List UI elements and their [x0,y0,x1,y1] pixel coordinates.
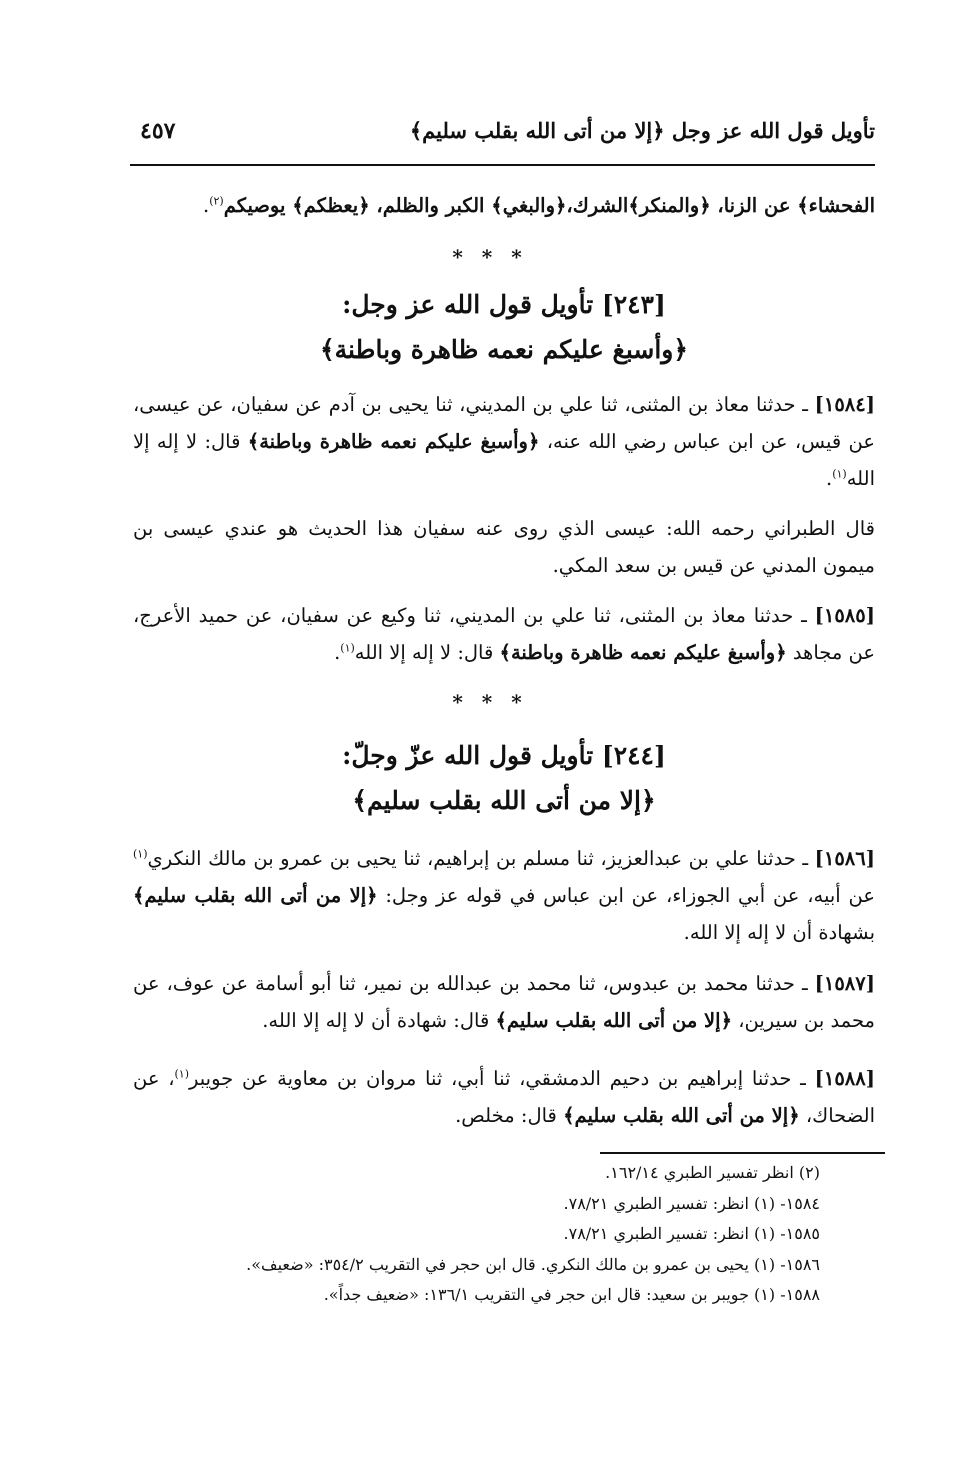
section-243-title: [٢٤٣] تأويل قول الله عز وجل: [342,290,666,319]
footnote-marker: (١) [832,467,847,481]
hadith-number: [١٥٨٨] [814,1067,875,1090]
hadith-end: . [826,467,833,490]
hadith-number: [١٥٨٦] [814,847,875,870]
hadith-number: [١٥٨٥] [814,604,875,627]
hadith-text: ـ حدثنا إبراهيم بن دحيم الدمشقي، ثنا أبي، ثنا مروان بن معاوية عن جويبر [189,1067,815,1090]
footnote-marker: (١) [340,641,355,655]
section-separator: * * * [452,690,528,714]
footnotes [120,1158,820,1311]
hadith-text: قال: لا إله إلا الله [133,430,875,490]
quran-quote: ﴿وأسبغ عليكم نعمه ظاهرة وباطنة﴾ [247,430,540,453]
section-244-title: [٢٤٤] تأويل قول الله عزّ وجلّ: [342,741,666,770]
tabarani-comment [133,510,875,584]
hadith-text: ـ حدثنا معاذ بن المثنى، ثنا علي بن المديني، ثنا وكيع عن سفيان، عن حميد الأعرج، عن مجاهد [133,604,875,664]
running-head [120,118,875,152]
hadith-text: ـ حدثنا معاذ بن المثنى، ثنا علي بن المديني، ثنا يحيى بن آدم عن سفيان، عن عيسى، عن قيس، عن ابن عباس رضي الله عنه، [133,393,875,453]
opening-text: الفحشاء﴾ عن الزنا، ﴿والمنكر﴾الشرك،﴿والبغي﴾ الكبر والظلم، ﴿يعظكم﴾ يوصيكم [223,194,875,217]
quran-quote: ﴿إلا من أتى الله بقلب سليم﴾ [563,1104,800,1127]
hadith-1588 [133,1060,875,1134]
footnote-marker: (١) [174,1067,190,1081]
hadith-text: ـ حدثنا محمد بن عبدوس، ثنا محمد بن عبدالله بن نمير، ثنا أبو أسامة عن عوف، عن محمد بن سيرين، [133,972,875,1032]
hadith-1586 [133,840,875,951]
footnote-marker: (١) [133,847,148,861]
section-244-heading [133,733,875,823]
opening-end: . [203,194,210,217]
header-rule [130,164,875,166]
comment-text: قال الطبراني رحمه الله: عيسى الذي روى عنه سفيان هذا الحديث هو عندي عيسى بن ميمون المدني عن قيس بن سعد المكي. [133,517,875,577]
quran-quote: ﴿إلا من أتى الله بقلب سليم﴾ [495,1009,733,1032]
section-separator: * * * [452,245,528,269]
hadith-text: بشهادة أن لا إله إلا الله. [683,921,875,944]
hadith-text: قال: شهادة أن لا إله إلا الله. [262,1009,496,1032]
section-243-verse: ﴿وأسبغ عليكم نعمه ظاهرة وباطنة﴾ [319,335,689,364]
footnote: ١٥٨٦- (١) يحيى بن عمرو بن مالك النكري. قال ابن حجر في التقريب ٣٥٤/٢: «ضعيف». [246,1254,820,1274]
quran-quote: ﴿وأسبغ عليكم نعمه ظاهرة وباطنة﴾ [499,641,787,664]
opening-line [133,187,875,224]
footnote: (٢) انظر تفسير الطبري ١٦٢/١٤. [605,1163,820,1182]
section-243-heading [133,282,875,372]
quran-quote: ﴿إلا من أتى الله بقلب سليم﴾ [133,884,378,907]
hadith-number: [١٥٨٧] [814,972,875,995]
hadith-text: عن أبيه، عن أبي الجوزاء، عن ابن عباس في قوله عز وجل: [377,884,875,907]
footnote: ١٥٨٥- (١) انظر: تفسير الطبري ٧٨/٢١. [563,1224,820,1243]
hadith-text: ، عن الضحاك، [133,1067,875,1127]
hadith-text: قال: مخلص. [455,1104,564,1127]
hadith-number: [١٥٨٤] [814,393,875,416]
footnote-rule [600,1152,885,1154]
footnote-marker: (٢) [209,194,224,208]
hadith-1585 [133,597,875,671]
page-number: ٤٥٧ [140,118,176,144]
hadith-text: قال: لا إله إلا الله [354,641,500,664]
footnote: ١٥٨٤- (١) انظر: تفسير الطبري ٧٨/٢١. [563,1193,820,1213]
hadith-end: . [334,641,341,664]
hadith-1587 [133,965,875,1039]
hadith-text: ـ حدثنا علي بن عبدالعزيز، ثنا مسلم بن إبراهيم، ثنا يحيى بن عمرو بن مالك النكري [147,847,815,870]
footnote: ١٥٨٨- (١) جويبر بن سعيد: قال ابن حجر في التقريب ١٣٦/١: «ضعيف جداً». [323,1285,820,1304]
hadith-1584 [133,386,875,497]
running-head-title: تأويل قول الله عز وجل ﴿إلا من أتى الله بقلب سليم﴾ [409,118,875,143]
section-244-verse: ﴿إلا من أتى الله بقلب سليم﴾ [352,786,656,815]
